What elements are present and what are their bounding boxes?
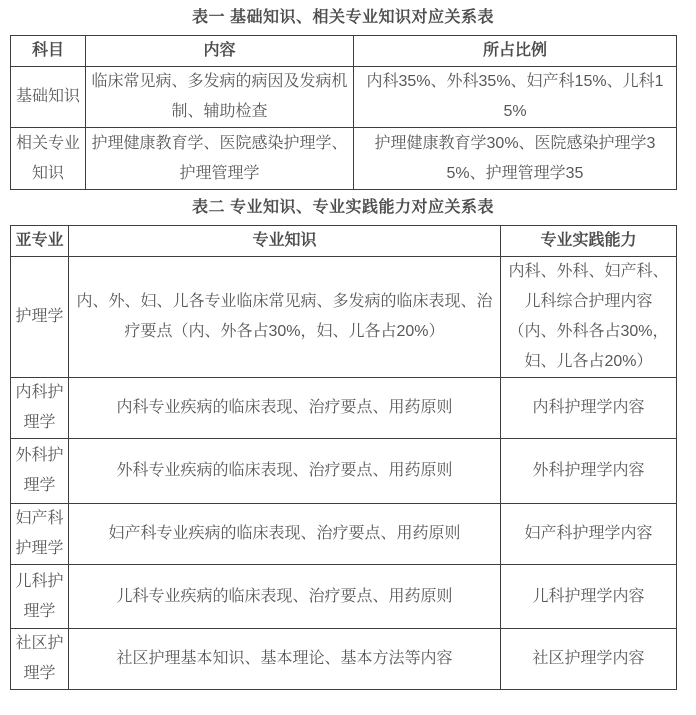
table2-row-internal-medicine-nursing [11,378,677,439]
subspecialty-cell: 外科护理学 [11,439,69,504]
subspecialty-cell: 社区护理学 [11,629,69,690]
subspecialty-cell: 护理学 [11,257,69,378]
table2-row-obstetrics-gynecology-nursing [11,504,677,565]
knowledge-cell: 内科专业疾病的临床表现、治疗要点、用药原则 [69,378,501,439]
practice-cell: 儿科护理学内容 [501,565,677,629]
table1-caption: 表一 基础知识、相关专业知识对应关系表 [192,9,494,26]
table2-row-surgical-nursing [11,439,677,504]
subject-cell: 相关专业知识 [11,128,86,190]
knowledge-cell: 儿科专业疾病的临床表现、治疗要点、用药原则 [69,565,501,629]
knowledge-cell: 社区护理基本知识、基本理论、基本方法等内容 [69,629,501,690]
table1-header-content: 内容 [86,36,354,67]
table2-caption: 表二 专业知识、专业实践能力对应关系表 [192,199,494,216]
table2-practice-ability-correspondence [10,225,677,690]
table2-row-community-nursing [11,629,677,690]
practice-cell: 妇产科护理学内容 [501,504,677,565]
proportion-cell: 内科35%、外科35%、妇产科15%、儿科15% [354,67,677,128]
table1-header-row [11,36,677,67]
subspecialty-cell: 妇产科护理学 [11,504,69,565]
table2-row-pediatric-nursing [11,565,677,629]
table2-row-nursing [11,257,677,378]
table1-knowledge-correspondence [10,35,677,190]
practice-cell: 内科护理学内容 [501,378,677,439]
knowledge-cell: 外科专业疾病的临床表现、治疗要点、用药原则 [69,439,501,504]
table2-header-practice: 专业实践能力 [501,226,677,257]
knowledge-cell: 妇产科专业疾病的临床表现、治疗要点、用药原则 [69,504,501,565]
practice-cell: 外科护理学内容 [501,439,677,504]
table1-row-related-professional-knowledge [11,128,677,190]
practice-cell: 内科、外科、妇产科、儿科综合护理内容（内、外科各占30%，妇、儿各占20%） [501,257,677,378]
practice-cell: 社区护理学内容 [501,629,677,690]
knowledge-cell: 内、外、妇、儿各专业临床常见病、多发病的临床表现、治疗要点（内、外各占30%，妇、儿各占20%） [69,257,501,378]
subject-cell: 基础知识 [11,67,86,128]
proportion-cell: 护理健康教育学30%、医院感染护理学35%、护理管理学35 [354,128,677,190]
subspecialty-cell: 儿科护理学 [11,565,69,629]
table1-header-proportion: 所占比例 [354,36,677,67]
table1-header-subject: 科目 [11,36,86,67]
table2-header-subspecialty: 亚专业 [11,226,69,257]
content-cell: 护理健康教育学、医院感染护理学、护理管理学 [86,128,354,190]
subspecialty-cell: 内科护理学 [11,378,69,439]
table2-header-row [11,226,677,257]
content-cell: 临床常见病、多发病的病因及发病机制、辅助检查 [86,67,354,128]
table2-header-knowledge: 专业知识 [69,226,501,257]
table1-row-basic-knowledge [11,67,677,128]
